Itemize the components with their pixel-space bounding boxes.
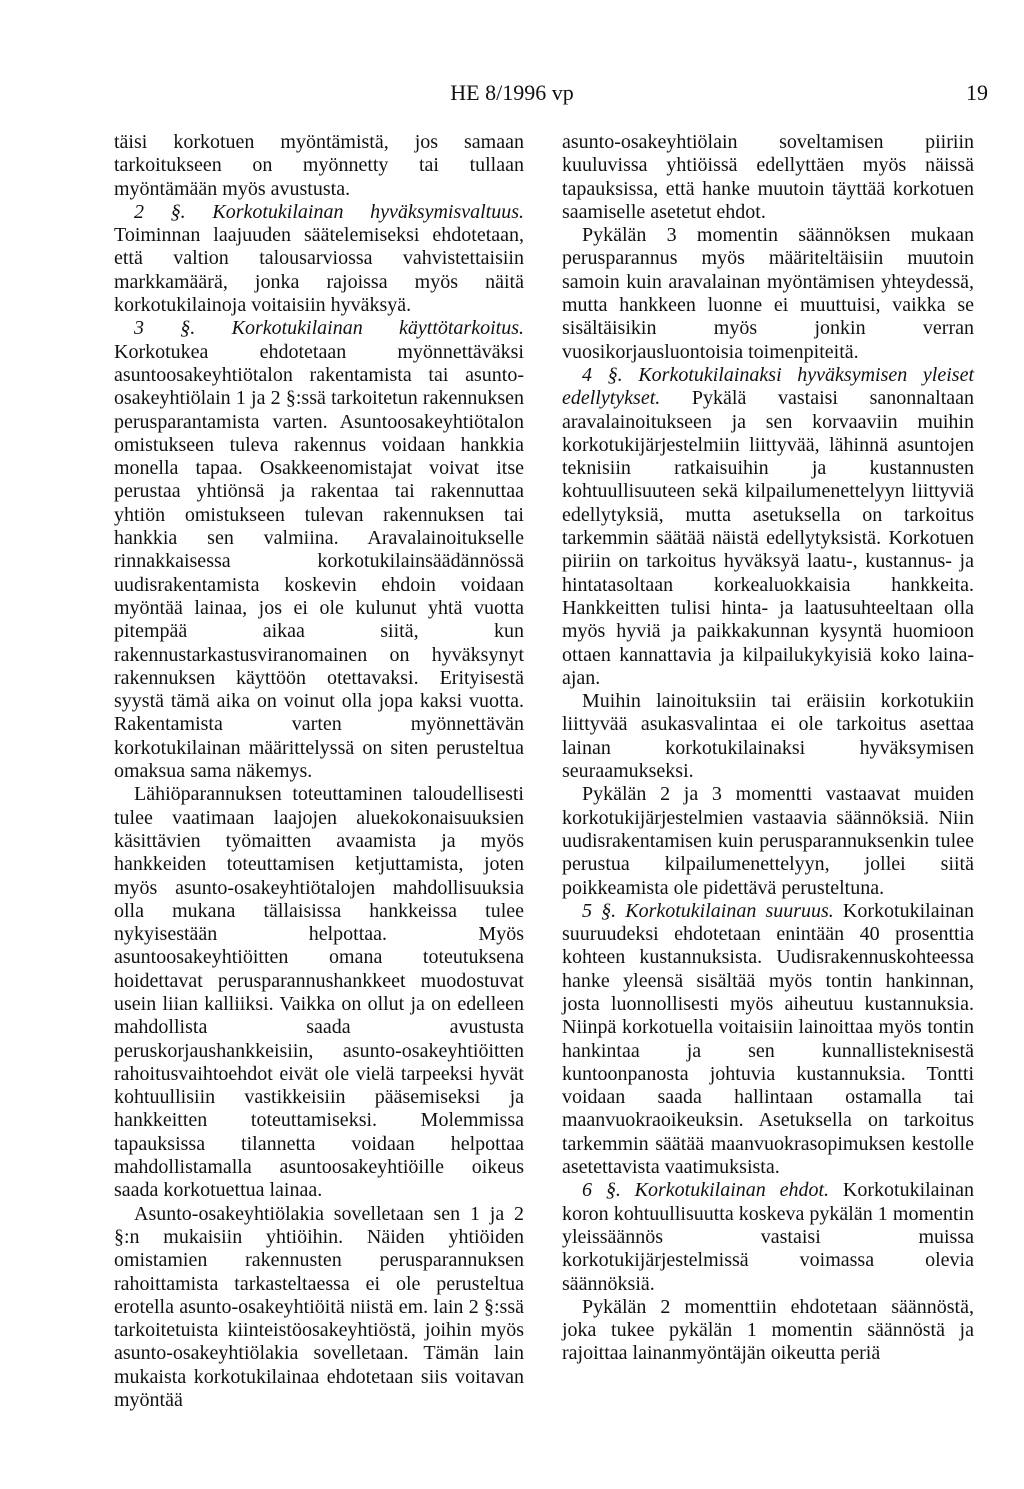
section-text: Korkotukilainan koron kohtuullisuutta koskeva pykälän 1 momentin yleissäännös vastaisi muissa korkotukijärjestelmissä voimassa olevia säännöksiä. [562, 1179, 974, 1295]
paragraph: täisi korkotuen myöntämistä, jos samaan tarkoitukseen on myönnetty tai tullaan myöntämään myös avustusta. [114, 131, 524, 200]
paragraph: asunto-osakeyhtiölain soveltamisen piiriin kuuluvissa yhtiöissä edellyttäen myös näissä tapauksissa, että hanke muutoin täyttää korkotuen saamiselle asetetut ehdot. [562, 131, 974, 223]
section-text: Toiminnan laajuuden säätelemiseksi ehdotetaan, että valtion talousarviossa vahvistettaisiin markkamäärä, jonka rajoissa myös näitä korkotukilainoja voitaisiin hyväksyä. [114, 224, 524, 317]
section-paragraph [114, 317, 524, 783]
page-header [0, 80, 1024, 114]
section-heading: 4 §. Korkotukilainaksi hyväksymisen yleiset edellytykset. [562, 363, 974, 410]
paragraph: Pykälän 2 momenttiin ehdotetaan säännöstä, joka tukee pykälän 1 momentin säännöstä ja rajoittaa lainanmyöntäjän oikeutta periä [562, 1295, 974, 1365]
left-column [114, 131, 524, 1412]
page-number: 19 [966, 80, 988, 105]
right-column [562, 131, 974, 1366]
section-paragraph [562, 1179, 974, 1295]
section-text: Korkotukilainan suuruudeksi ehdotetaan enintään 40 prosenttia kohteen kustannuksista. Uudisrakennuskohteessa hanke yleensä sisältää myös tontin hankinnan, josta luonnollisesti myös aiheutuu kustannuksia. Niinpä korkotuella voitaisiin lainoittaa myös tontin hankintaa ja sen kunnallisteknisestä kuntoonpanosta johtuvia kustannuksia. Tontti voidaan saada hallintaan ostamalla tai maanvuokraoikeuksin. Asetuksella on tarkoitus tarkemmin säätää maanvuokrasopimuksen kestolle asetettavista vaatimuksista. [562, 899, 975, 1179]
paragraph: Lähiöparannuksen toteuttaminen taloudellisesti tulee vaatimaan laajojen aluekokonaisuuksien käsittävien työmaitten avaamista ja myös hankkeiden toteuttamisen ketjuttamista, joten myös asunto-osakeyhtiötalojen mahdollisuuksia olla mukana tällaisissa hankkeissa tulee nykyisestään helpottaa. Myös asuntoosakeyhtiöitten omana toteutuksena hoidettavat perusparannushankkeet muodostuvat usein liian kalliiksi. Vaikka on ollut ja on edelleen mahdollista saada avustusta peruskorjaushankkeisiin, asunto-osakeyhtiöitten rahoitusvaihtoehdot eivät ole vielä tarpeeksi hyvät kohtuullisiin vastikkeisiin pääsemiseksi ja hankkeitten toteuttamiseksi. Molemmissa tapauksissa tilannetta voidaan helpottaa mahdollistamalla asuntoosakeyhtiöille oikeus saada korkotuettua lainaa. [114, 783, 524, 1202]
paragraph: Pykälän 2 ja 3 momentti vastaavat muiden korkotukijärjestelmien vastaavia säännöksiä. Niin uudisrakentamisen kuin perusparannuksenkin tulee perustua kilpailumenettelyyn, jollei siitä poikkeamista ole pidettävä perusteltuna. [562, 783, 974, 899]
section-text: Korkotukea ehdotetaan myönnettäväksi asuntoosakeyhtiötalon rakentamista tai asunto-osakeyhtiölain 1 ja 2 §:ssä tarkoitetun rakennuksen perusparantamista varten. Asuntoosakeyhtiötalon omistukseen tuleva rakennus voidaan hankkia monella tapaa. Osakkeenomistajat voivat itse perustaa yhtiönsä ja rakentaa tai rakennuttaa yhtiön omistukseen tulevan rakennuksen tai hankkia sen valmiina. Aravalainoitukselle rinnakkaisessa korkotukilainsäädännössä uudisrakentamista koskevin ehdoin voidaan myöntää lainaa, jos ei ole kulunut yhtä vuotta pitempää aikaa siitä, kun rakennustarkastusviranomainen on hyväksynyt rakennuksen käyttöön otettavaksi. Erityisestä syystä tämä aika on voinut olla jopa kaksi vuotta. Rakentamista varten myönnettävän korkotukilainan määrittelyssä on siten perusteltua omaksua sama näkemys. [114, 340, 524, 783]
section-text: Pykälä vastaisi sanonnaltaan aravalainoitukseen ja sen korvaaviin muihin korkotukijärjestelmiin liittyvää, lähinnä asuntojen teknisiin ratkaisuihin ja kustannusten kohtuullisuuteen sekä kilpailumenettelyyn liittyviä edellytyksiä, mutta asetuksella on tarkoitus tarkemmin säätää näistä edellytyksistä. Korkotuen piiriin on tarkoitus hyväksyä laatu-, kustannus- ja hintatasoltaan korkealuokkaisia hankkeita. Hankkeitten tulisi hinta- ja laatusuhteeltaan olla myös hyviä ja paikkakunnan kysyntä huomioon ottaen kannattavia ja kilpailukykyisiä koko laina-ajan. [562, 387, 975, 689]
paragraph: Muihin lainoituksiin tai eräisiin korkotukiin liittyvää asukasvalintaa ei ole tarkoitus asettaa lainan korkotukilainaksi hyväksymisen seuraamukseksi. [562, 690, 974, 783]
section-heading: 3 §. Korkotukilainan käyttötarkoitus. [134, 317, 524, 340]
section-paragraph [562, 364, 974, 690]
document-title: HE 8/1996 vp [450, 80, 574, 105]
paragraph: Asunto-osakeyhtiölakia sovelletaan sen 1 ja 2 §:n mukaisiin yhtiöihin. Näiden yhtiöiden omistamien rakennusten perusparannuksen rahoittamista tarkasteltaessa ei ole perusteltua erotella asunto-osakeyhtiöitä niistä em. lain 2 §:ssä tarkoitetuista kiinteistöosakeyhtiöstä, joihin myös asunto-osakeyhtiölakia sovelletaan. Tämän lain mukaista korkotukilainaa ehdotetaan siis voitavan myöntää [114, 1202, 524, 1412]
section-heading: 5 §. Korkotukilainan suuruus. [582, 899, 834, 922]
section-heading: 2 §. Korkotukilainan hyväksymisvaltuus. [134, 200, 524, 223]
section-paragraph [562, 900, 974, 1180]
paragraph: Pykälän 3 momentin säännöksen mukaan perusparannus myös määriteltäisiin muutoin samoin kuin aravalainan myöntämisen yhteydessä, mutta hankkeen luonne ei muuttuisi, vaikka se sisältäisikin myös jonkin verran vuosikorjausluontoisia toimenpiteitä. [562, 224, 974, 363]
section-paragraph [114, 201, 524, 317]
section-heading: 6 §. Korkotukilainan ehdot. [582, 1179, 830, 1202]
